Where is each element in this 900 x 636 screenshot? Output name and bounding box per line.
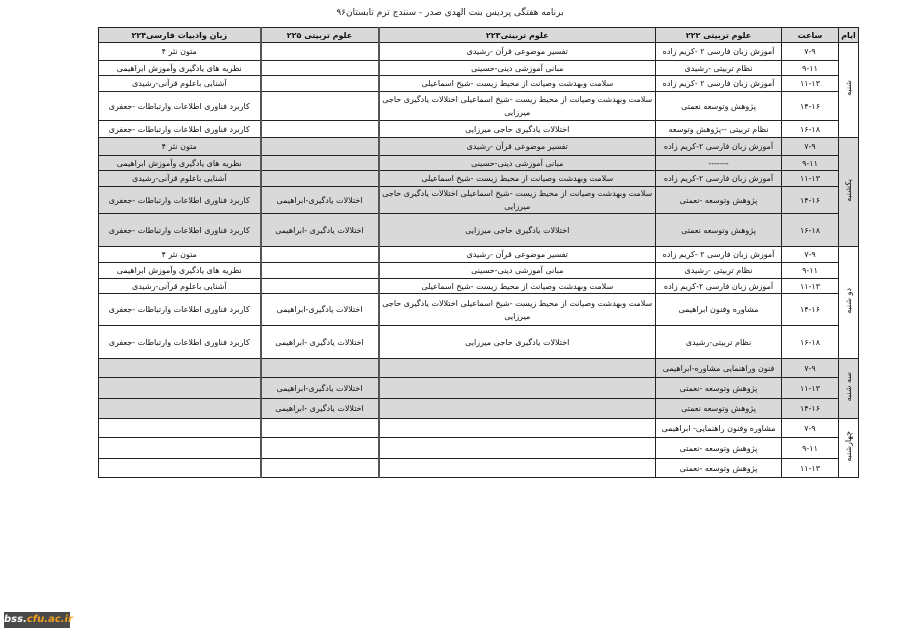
cell-222: پژوهش وتوسعه -نعمتی <box>656 378 782 399</box>
cell-224: آشنایی باعلوم قرآنی-رشیدی <box>99 171 261 187</box>
cell-224 <box>99 399 261 419</box>
cell-225: اختلالات یادگیری-ابراهیمی <box>261 187 379 214</box>
table-row <box>99 419 859 438</box>
cell-223 <box>379 438 656 459</box>
cell-224: نظریه های یادگیری وآموزش ابراهیمی <box>99 61 261 76</box>
cell-223 <box>379 378 656 399</box>
table-row <box>99 438 859 459</box>
day-cell-saturday: شنبه <box>839 43 859 138</box>
cell-224: نظریه های یادگیری وآموزش ابراهیمی <box>99 263 261 279</box>
cell-224 <box>99 438 261 459</box>
cell-224: کاربرد فناوری اطلاعات وارتباطات -جعفری <box>99 121 261 138</box>
cell-223: سلامت وبهدشت وصیانت از محیط زیست -شیخ اسماعیلی <box>379 76 656 92</box>
cell-223 <box>379 459 656 478</box>
time-cell: ۱۱-۱۳ <box>782 378 839 399</box>
cell-224 <box>99 419 261 438</box>
time-cell: ۱۱-۱۳ <box>782 76 839 92</box>
time-cell: ۱۶-۱۸ <box>782 214 839 247</box>
cell-224: کاربرد فناوری اطلاعات وارتباطات -جعفری <box>99 214 261 247</box>
header-row <box>99 28 859 43</box>
table-row <box>99 279 859 294</box>
table-row <box>99 138 859 156</box>
schedule-table <box>98 27 859 478</box>
cell-224 <box>99 378 261 399</box>
cell-223: اختلالات یادگیری حاجی میرزایی <box>379 121 656 138</box>
cell-224 <box>99 459 261 478</box>
time-cell: ۱۱-۱۳ <box>782 279 839 294</box>
time-cell: ۷-۹ <box>782 43 839 61</box>
cell-224: کاربرد فناوری اطلاعات وارتباطات -جعفری <box>99 326 261 359</box>
cell-225 <box>261 138 379 156</box>
time-cell: ۹-۱۱ <box>782 263 839 279</box>
cell-223: سلامت وبهدشت وصیانت از محیط زیست -شیخ اسماعیلی اختلالات یادگیری حاجی میرزایی <box>379 294 656 326</box>
cell-225: اختلالات یادگیری-ابراهیمی <box>261 294 379 326</box>
cell-225 <box>261 156 379 171</box>
cell-223: سلامت وبهدشت وصیانت از محیط زیست -شیخ اسماعیلی اختلالات یادگیری حاجی میرزایی <box>379 92 656 121</box>
time-cell: ۱۴-۱۶ <box>782 187 839 214</box>
time-cell: ۱۴-۱۶ <box>782 294 839 326</box>
cell-223 <box>379 419 656 438</box>
time-cell: ۷-۹ <box>782 359 839 378</box>
cell-225 <box>261 438 379 459</box>
cell-225 <box>261 76 379 92</box>
cell-223: سلامت وبهدشت وصیانت از محیط زیست -شیخ اسماعیلی <box>379 279 656 294</box>
cell-224: کاربرد فناوری اطلاعات وارتباطات -جعفری <box>99 294 261 326</box>
cell-225: اختلالات یادگیری-ابراهیمی <box>261 378 379 399</box>
cell-223: مبانی آموزشی دینی-حسینی <box>379 156 656 171</box>
cell-224: متون نثر ۴ <box>99 43 261 61</box>
table-row <box>99 378 859 399</box>
table-row <box>99 459 859 478</box>
table-row <box>99 156 859 171</box>
cell-223: مبانی آموزشی دینی-حسینی <box>379 61 656 76</box>
table-row <box>99 294 859 326</box>
table-row <box>99 61 859 76</box>
table-row <box>99 76 859 92</box>
header-col222: علوم تربیتی ۲۲۲ <box>656 28 782 43</box>
cell-222: مشاوره وفنون ابراهیمی <box>656 294 782 326</box>
cell-222: آموزش زبان فارسی ۲-کریم زاده <box>656 279 782 294</box>
cell-225: اختلالات یادگیری -ابراهیمی <box>261 326 379 359</box>
cell-222: ------- <box>656 156 782 171</box>
cell-223: مبانی آموزشی دینی-حسینی <box>379 263 656 279</box>
cell-222: نظام تربیتی -رشیدی <box>656 61 782 76</box>
cell-222: پژوهش وتوسعه -نعمتی <box>656 459 782 478</box>
time-cell: ۱۱-۱۳ <box>782 171 839 187</box>
cell-223 <box>379 359 656 378</box>
cell-222: آموزش زبان فارسی ۲ -کریم زاده <box>656 43 782 61</box>
day-cell-sunday: یکشنبه <box>839 138 859 247</box>
cell-224: کاربرد فناوری اطلاعات وارتباطات -جعفری <box>99 187 261 214</box>
cell-225: اختلالات یادگیری -ابراهیمی <box>261 399 379 419</box>
cell-222: آموزش زبان فارسی ۲ -کریم زاده <box>656 247 782 263</box>
site-watermark: bss.cfu.ac.ir <box>4 612 70 628</box>
cell-222: مشاوره وفنون راهنمایی- ابراهیمی <box>656 419 782 438</box>
cell-222: فنون وراهنمایی مشاوره-ابراهیمی <box>656 359 782 378</box>
cell-222: آموزش زبان فارسی ۲ -کریم زاده <box>656 76 782 92</box>
time-cell: ۷-۹ <box>782 247 839 263</box>
cell-224: متون نثر ۴ <box>99 247 261 263</box>
header-col224: زبان وادبیات فارسی۲۲۴ <box>99 28 261 43</box>
cell-225 <box>261 61 379 76</box>
cell-225 <box>261 419 379 438</box>
time-cell: ۱۴-۱۶ <box>782 399 839 419</box>
table-row <box>99 326 859 359</box>
cell-224: متون نثر ۴ <box>99 138 261 156</box>
page-title: برنامه هفتگی پردیس بنت الهدی صدر - سنندج ترم تابستان۹۶ <box>336 8 564 18</box>
header-col223: علوم تربیتی۲۲۳ <box>379 28 656 43</box>
header-time: ساعت <box>782 28 839 43</box>
time-cell: ۹-۱۱ <box>782 156 839 171</box>
cell-224: آشنایی باعلوم قرآنی-رشیدی <box>99 76 261 92</box>
cell-225 <box>261 279 379 294</box>
cell-225: اختلالات یادگیری -ابراهیمی <box>261 214 379 247</box>
cell-222: پژوهش وتوسعه نعمتی <box>656 92 782 121</box>
time-cell: ۱۶-۱۸ <box>782 121 839 138</box>
cell-225 <box>261 263 379 279</box>
day-cell-wednesday: چهارشنبه <box>839 419 859 478</box>
cell-222: نظام تربیتی -رشیدی <box>656 263 782 279</box>
cell-222: پژوهش وتوسعه نعمتی <box>656 214 782 247</box>
day-cell-monday: دو شنبه <box>839 247 859 359</box>
cell-224 <box>99 359 261 378</box>
cell-222: پژوهش وتوسعه نعمتی <box>656 399 782 419</box>
table-row <box>99 92 859 121</box>
time-cell: ۷-۹ <box>782 419 839 438</box>
table-row <box>99 399 859 419</box>
cell-223 <box>379 399 656 419</box>
table-row <box>99 43 859 61</box>
time-cell: ۱۶-۱۸ <box>782 326 839 359</box>
cell-225 <box>261 43 379 61</box>
cell-223: تفسیر موضوعی قرآن -رشیدی <box>379 247 656 263</box>
cell-223: سلامت وبهدشت وصیانت از محیط زیست -شیخ اسماعیلی <box>379 171 656 187</box>
cell-225 <box>261 359 379 378</box>
cell-225 <box>261 92 379 121</box>
time-cell: ۹-۱۱ <box>782 438 839 459</box>
table-row <box>99 121 859 138</box>
cell-224: آشنایی باعلوم قرآنی-رشیدی <box>99 279 261 294</box>
cell-222: نظام تربیتی --پژوهش وتوسعه <box>656 121 782 138</box>
cell-223: سلامت وبهدشت وصیانت از محیط زیست -شیخ اسماعیلی اختلالات یادگیری حاجی میرزایی <box>379 187 656 214</box>
table-row <box>99 359 859 378</box>
time-cell: ۹-۱۱ <box>782 61 839 76</box>
table-row <box>99 247 859 263</box>
time-cell: ۱۴-۱۶ <box>782 92 839 121</box>
time-cell: ۷-۹ <box>782 138 839 156</box>
table-row <box>99 214 859 247</box>
table-row <box>99 187 859 214</box>
cell-224: نظریه های یادگیری وآموزش ابراهیمی <box>99 156 261 171</box>
cell-225 <box>261 247 379 263</box>
day-cell-tuesday: سه شنبه <box>839 359 859 419</box>
header-col225: علوم تربیتی ۲۲۵ <box>261 28 379 43</box>
table-row <box>99 263 859 279</box>
header-day: ایام <box>839 28 859 43</box>
time-cell: ۱۱-۱۳ <box>782 459 839 478</box>
cell-222: پژوهش وتوسعه -نعمتی <box>656 187 782 214</box>
cell-225 <box>261 171 379 187</box>
cell-225 <box>261 121 379 138</box>
table-row <box>99 171 859 187</box>
cell-223: تفسیر موضوعی قرآن -رشیدی <box>379 43 656 61</box>
cell-225 <box>261 459 379 478</box>
cell-223: تفسیر موضوعی قرآن -رشیدی <box>379 138 656 156</box>
cell-223: اختلالات یادگیری حاجی میرزایی <box>379 214 656 247</box>
cell-222: پژوهش وتوسعه -نعمتی <box>656 438 782 459</box>
cell-222: نظام تربیتی-رشیدی <box>656 326 782 359</box>
cell-223: اختلالات یادگیری حاجی میرزایی <box>379 326 656 359</box>
cell-222: آموزش زبان فارسی ۲-کریم زاده <box>656 171 782 187</box>
cell-222: آموزش زبان فارسی ۲-کریم زاده <box>656 138 782 156</box>
cell-224: کاربرد فناوری اطلاعات وارتباطات -جعفری <box>99 92 261 121</box>
